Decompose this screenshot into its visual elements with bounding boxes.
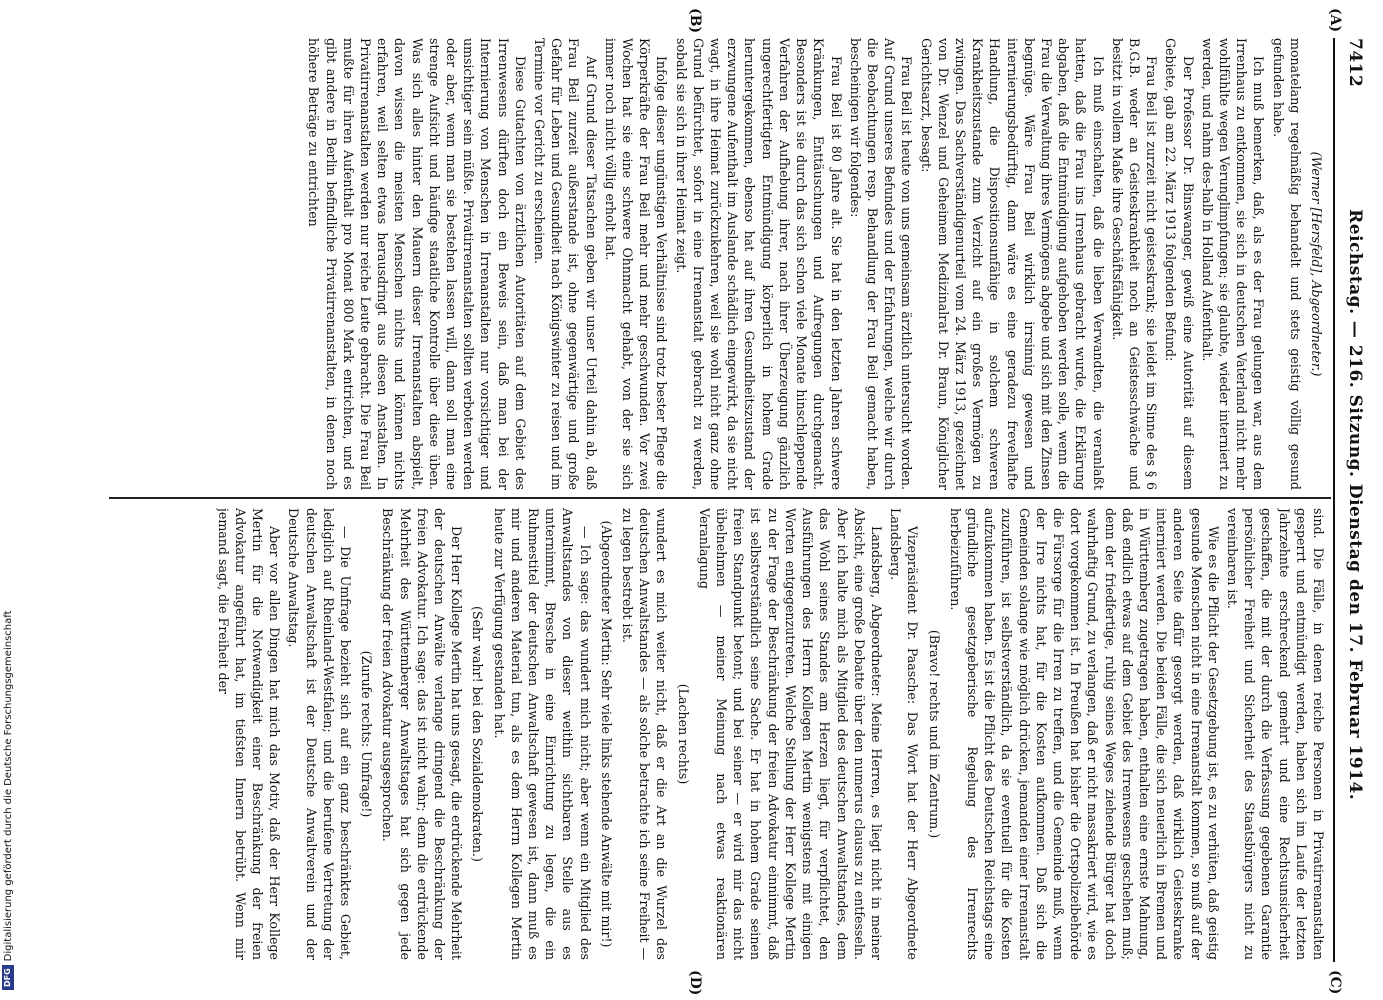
column-divider bbox=[109, 497, 1331, 499]
paragraph: Ich muß bemerken, daß, als es der Frau gelungen war, aus dem Irrenhaus zu entkommen, sie sich in deutschen Vaterland nicht mehr wohlfühlte wegen Verunglimpfungen; sie glaubte, wieder interniert zu werden, und nahm des-halb in Holland Aufenthalt. bbox=[1199, 38, 1267, 490]
right-text-column bbox=[109, 508, 1327, 960]
digitization-credit bbox=[2, 610, 14, 990]
speaker-paragraph: Landsberg, Abgeordneter: Meine Herren, es liegt nicht in meiner Absicht, eine große Debatte über den numerus clausus zu entfesseln. Aber ich halte mich als Mitglied des deutschen Anwaltstandes, dem das Wohl seines Standes am Herzen liegt, für verpflichtet, den Ausführungen des Herrn Kollegen Mertin wenigstens mit einigen Worten entgegenzutreten. Welche Stellung der Herr Kollege Mertin zu der Frage der Beschränkung der freien Advokatur einnimmt, daß ist selbstverständlich seine Sache. Er hat in hohem Grade seinen freien Standpunkt betont; und bei seiner — er wird mir das nicht übelnehmen — meiner Meinung nach etwas reaktionären Veranlagung bbox=[696, 508, 884, 960]
page-header bbox=[1333, 38, 1375, 962]
quote-paragraph: Frau Beil ist heute von uns gemeinsam ärztlich untersucht worden. Auf Grund unseres Befundes und der Erfahrungen, welche wir durch die Beobachtungen resp. Behandlung der Frau Beil gemacht haben, bescheinigen wir folgendes: bbox=[847, 38, 915, 490]
paragraph: sind. Die Fälle, in denen reiche Personen in Privatirrenanstalten gesperrt und entmündigt werden, haben sich im Laufe der letzten Jahrzehnte erschreckend gemehrt und eine Rechtsunsicherheit geschaffen, die mit der durch die Verfassung gegebenen Garantie persönlicher Freiheit und Sicherheit des Staatsbürgers nicht zu vereinbaren ist. bbox=[1224, 508, 1326, 960]
margin-marker-c: (C) bbox=[1327, 970, 1343, 995]
quote-paragraph: Frau Beil ist 80 Jahre alt. Sie hat in den letzten Jahren schwere Kränkungen, Enttäuschungen und Aufregungen durchgemacht. Besonders ist sie durch das sich schon viele Monate hinschleppende Verfahren der Aufhebung ihrer, nach ihrer Überzeugung gänzlich ungerechtfertigten Entmündigung körperlich in hohem Grade heruntergekommen, ebenso hat auf ihren Gesundheitszustand der erzwungene Aufenthalt im Auslande schädlich eingewirkt, da sie nicht wagt, in ihre Heimat zurückzukehren, weil sie wohl nicht ganz ohne Grund befürchtet, sofort in eine Irrenanstalt gebracht zu werden, sobald sie sich in ihrer Heimat zeigt. bbox=[673, 38, 844, 490]
interjection: (Bravo! rechts und im Zentrum.) bbox=[926, 629, 942, 839]
paragraph: wundert es mich weiter nicht, daß er die Art an die Wurzel des deutschen Anwaltstandes — als solche betrachte ich seine Freiheit — zu legen bestrebt ist. bbox=[620, 508, 670, 960]
left-text-column bbox=[109, 38, 1327, 490]
paragraph: Der Professor Dr. Binswanger, gewiß eine Autorität auf diesem Gebiete, gab am 22. März 1913 folgenden Befund: bbox=[1163, 38, 1196, 490]
paragraph: Der Herr Kollege Mertin hat uns gesagt, die erdrückende Mehrheit der deutschen Anwälte verlange dringend die Beschränkung der freien Advokatur. Ich sage: das ist nicht wahr; denn die erdrückende Mehrheit des Württemberger Anwaltstages hat sich gegen jede Beschränkung der freien Advokatur ausgesprochen. bbox=[380, 508, 465, 960]
speaker-head: (Werner [Hersfeld], Abgeordneter.) bbox=[1309, 151, 1324, 377]
quote-paragraph: Frau Beil ist zurzeit nicht geisteskrank; sie leidet im Sinne des § 6 B.G.B. weder an Geisteskrankheit noch an Geistesschwäche und besitzt in vollem Maße ihre Geschäftsfähigkeit. bbox=[1109, 38, 1160, 490]
speaker-paragraph: Vizepräsident Dr. Paasche: Das Wort hat der Herr Abgeordnete Landsberg. bbox=[888, 508, 921, 960]
margin-marker-b: (B) bbox=[687, 8, 703, 34]
margin-marker-a: (A) bbox=[1327, 8, 1343, 33]
paragraph: monatelang regelmäßig behandelt und stets geistig völlig gesund gefunden habe. bbox=[1270, 38, 1303, 490]
interjection: (Sehr wahr! bei den Sozialdemokraten.) bbox=[470, 606, 486, 862]
paragraph: Ich muß einschalten, daß die lieben Verwandten, die veranlaßt hatten, daß die Frau ins Irrenhaus gebracht wurde, die Erklärung abgaben, daß die Entmündigung aufgehoben werden solle, wenn die Frau die Verwaltung ihres Vermögens abgebe und sich mit den Zinsen begnüge. Wäre Frau Beil wirklich irrsinnig gewesen und internierungsbedürftig, dann wäre es eine geradezu frevelhafte Handlung, die Dispositionsunfähige in solchem schweren Krankheitszustande zum Verzicht auf ein großes Vermögen zu zwingen. Das Sachverständigenurteil vom 24. März 1913, gezeichnet von Dr. Wenzel und Geheimem Medizinalrat Dr. Braun, Königlicher Gerichtsarzt, besagt: bbox=[918, 38, 1106, 490]
interjection: (Abgeordneter Mertin: Sehr viele links stehende Anwälte mit mir!) bbox=[598, 520, 614, 948]
page-number: 7412 bbox=[1345, 38, 1365, 88]
page-title: Reichstag. — 216. Sitzung. Dienstag den 17. Februar 1914. bbox=[1345, 209, 1365, 801]
paragraph: — Die Umfrage bezieht sich auf ein ganz beschränktes Gebiet, lediglich auf Rheinland-Westfalen; und die berufene Vertretung der deutschen Anwaltschaft ist der Deutsche Anwaltverein und der Deutsche Anwaltstag. bbox=[286, 508, 354, 960]
quote-paragraph: Auf Grund dieser Tatsachen geben wir unser Urteil dahin ab, daß Frau Beil zurzeit außerstande ist, ohne gegenwärtige und große Gefahr für Leben und Gesundheit nach Königswinter zu reisen und im Termine vor Gericht zu erscheinen. bbox=[532, 38, 599, 490]
interjection: (Zurufe rechts: Umfrage!) bbox=[359, 650, 375, 818]
margin-marker-d: (D) bbox=[687, 970, 703, 996]
interjection: (Lachen rechts) bbox=[675, 683, 691, 785]
paragraph: Aber vor allen Dingen hat mich das Motiv, daß der Herr Kollege Mertin für die Notwendigkeit einer Beschränkung der freien Advokatur angeführt hat, im tiefsten Innern betrübt. Wenn mir jemand sagt, die Freiheit der bbox=[215, 508, 283, 960]
paragraph: Wie es die Pflicht der Gesetzgebung ist, es zu verhüten, daß geistig gesunde Menschen nicht in eine Irrenanstalt kommen, so muß auf der anderen Seite dafür gesorgt werden, daß wirklich Geisteskranke interniert werden. Die beiden Fälle, die sich neuerlich in Bremen und in Württemberg zugetragen haben, enthalten eine ernste Mahnung, daß endlich etwas auf dem Gebiet des Irrenwesens geschehen muß; denn der friedfertige, ruhig seines Weges ziehende Bürger hat doch wahrhaftig Grund, zu verlangen, daß er nicht massakriert wird, wie es dort vorgekommen ist. In Preußen hat bisher die Ortspolizeibehörde die Fürsorge für die Irren zu treffen, und die Gemeinde muß, wenn der Irre nichts hat, für die Kosten aufkommen. Daß sich die Gemeinden solange wie möglich drücken, jemanden einer Irrenanstalt zuzuführen, ist selbstverständlich, da sie eventuell für die Kosten aufzukommen haben. Es ist die Pflicht des Deutschen Reichstags eine gründliche gesetzgeberische Regelung des Irrenrechts herbeizuführen. bbox=[947, 508, 1221, 960]
credit-text: Digitalisierung gefördert durch die Deutsche Forschungsgemeinschaft bbox=[2, 610, 14, 962]
paragraph: — Ich sage: das wundert mich nicht; aber wenn ein Mitglied des Anwaltstandes von dieser weithin sichtbaren Stelle aus es unternimmt, Bresche in eine Einrichtung zu legen, die ein Ruhmestitel der deutschen Anwaltschaft gewesen ist, dann muß es mir und anderen Material tun, als es dem Herrn Kollegen Mertin heute zur Verfügung gestanden hat. bbox=[491, 508, 593, 960]
paragraph: Diese Gutachten von ärztlichen Autoritäten auf dem Gebiet des Irrenwesens dürften doch ein Beweis sein, daß man bei der Internierung von Menschen in Irrenanstalten nur vorsichtiger und umsichtiger sein müßte. Privatirrenanstalten sollten verboten werden oder aber, wenn man sie bestehen lassen will, dann soll man eine strenge Aufsicht und häufige staatliche Kontrolle über diese üben. Was sich alles hinter den Mauern dieser Irrenanstalten abspielt, davon wissen die meisten Menschen nichts und können nichts erfahren, weil selten etwas herausdringt aus diesen Anstalten. In Privatirrenanstalten werden nur reiche Leute gebracht. Die Frau Beil mußte für ihren Aufenthalt pro Monat 800 Mark entrichten, und es gibt andere in Berlin befindliche Privatirrenanstalten, in denen noch höhere Beträge zu entrichten bbox=[306, 38, 528, 490]
quote-paragraph: Infolge dieser ungünstigen Verhältnisse sind trotz bester Pflege die Körperkräfte der Frau Beil mehr und mehr geschwunden. Vor zwei Wochen hat sie eine schwere Ohnmacht gehabt, von der sie sich immer noch nicht völlig erholt hat. bbox=[602, 38, 670, 490]
dfg-logo: DFG bbox=[2, 965, 14, 990]
